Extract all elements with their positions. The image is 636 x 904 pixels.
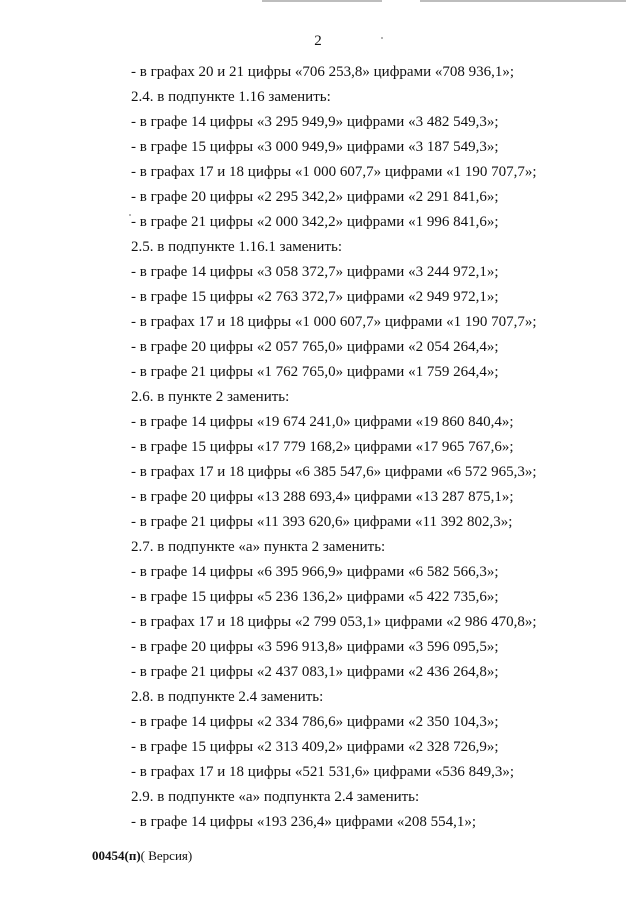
text-line: - в графах 17 и 18 цифры «521 531,6» цифрами «536 849,3»; bbox=[131, 764, 515, 780]
document-version: ( Версия) bbox=[140, 848, 193, 863]
text-line: - в графах 17 и 18 цифры «2 799 053,1» цифрами «2 986 470,8»; bbox=[131, 614, 537, 630]
text-line: - в графе 21 цифры «2 000 342,2» цифрами «1 996 841,6»; bbox=[131, 214, 499, 230]
text-line: - в графе 15 цифры «2 313 409,2» цифрами «2 328 726,9»; bbox=[131, 739, 499, 755]
text-line: - в графе 20 цифры «2 295 342,2» цифрами «2 291 841,6»; bbox=[131, 189, 499, 205]
text-line: - в графе 14 цифры «3 295 949,9» цифрами «3 482 549,3»; bbox=[131, 114, 499, 130]
text-line: - в графе 14 цифры «6 395 966,9» цифрами «6 582 566,3»; bbox=[131, 564, 499, 580]
text-line: - в графе 21 цифры «1 762 765,0» цифрами «1 759 264,4»; bbox=[131, 364, 499, 380]
text-line: - в графе 14 цифры «193 236,4» цифрами «208 554,1»; bbox=[131, 814, 476, 830]
text-line: - в графе 20 цифры «13 288 693,4» цифрами «13 287 875,1»; bbox=[131, 489, 514, 505]
text-line: - в графе 14 цифры «19 674 241,0» цифрами «19 860 840,4»; bbox=[131, 414, 514, 430]
text-line: - в графе 20 цифры «3 596 913,8» цифрами «3 596 095,5»; bbox=[131, 639, 499, 655]
text-line: - в графах 17 и 18 цифры «1 000 607,7» цифрами «1 190 707,7»; bbox=[131, 314, 537, 330]
text-line: - в графе 15 цифры «17 779 168,2» цифрами «17 965 767,6»; bbox=[131, 439, 514, 455]
top-scan-rule-right bbox=[420, 0, 626, 2]
text-line: - в графах 17 и 18 цифры «6 385 547,6» цифрами «6 572 965,3»; bbox=[131, 464, 537, 480]
section-heading: 2.4. в подпункте 1.16 заменить: bbox=[131, 89, 331, 105]
text-line: - в графе 14 цифры «3 058 372,7» цифрами «3 244 972,1»; bbox=[131, 264, 499, 280]
text-line: - в графе 15 цифры «3 000 949,9» цифрами «3 187 549,3»; bbox=[131, 139, 499, 155]
text-line: - в графах 20 и 21 цифры «706 253,8» цифрами «708 936,1»; bbox=[131, 64, 515, 80]
top-scan-rule-left bbox=[262, 0, 382, 2]
scan-speck bbox=[129, 214, 131, 216]
section-heading: 2.6. в пункте 2 заменить: bbox=[131, 389, 290, 405]
section-heading: 2.7. в подпункте «а» пункта 2 заменить: bbox=[131, 539, 386, 555]
document-footer bbox=[92, 848, 192, 864]
page-number: 2 bbox=[314, 33, 322, 49]
section-heading: 2.8. в подпункте 2.4 заменить: bbox=[131, 689, 324, 705]
text-line: - в графе 20 цифры «2 057 765,0» цифрами «2 054 264,4»; bbox=[131, 339, 499, 355]
text-line: - в графе 15 цифры «2 763 372,7» цифрами «2 949 972,1»; bbox=[131, 289, 499, 305]
text-line: - в графе 15 цифры «5 236 136,2» цифрами «5 422 735,6»; bbox=[131, 589, 499, 605]
text-line: - в графе 21 цифры «2 437 083,1» цифрами «2 436 264,8»; bbox=[131, 664, 499, 680]
text-line: - в графе 14 цифры «2 334 786,6» цифрами «2 350 104,3»; bbox=[131, 714, 499, 730]
section-heading: 2.9. в подпункте «а» подпункта 2.4 заменить: bbox=[131, 789, 420, 805]
scan-speck bbox=[381, 37, 383, 39]
text-line: - в графах 17 и 18 цифры «1 000 607,7» цифрами «1 190 707,7»; bbox=[131, 164, 537, 180]
document-body bbox=[131, 60, 611, 835]
section-heading: 2.5. в подпункте 1.16.1 заменить: bbox=[131, 239, 343, 255]
document-code: 00454(п) bbox=[92, 848, 141, 863]
text-line: - в графе 21 цифры «11 393 620,6» цифрами «11 392 802,3»; bbox=[131, 514, 513, 530]
